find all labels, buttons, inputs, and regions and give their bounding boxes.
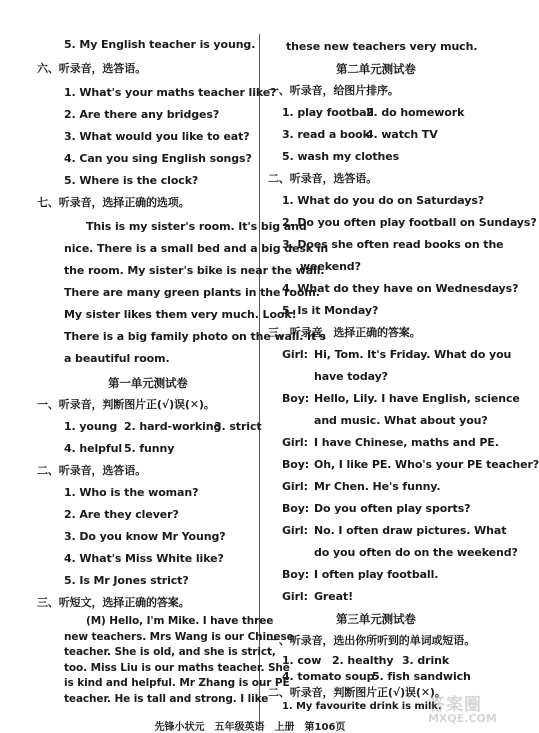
question-line: 5. Is it Monday? [282, 304, 379, 317]
answer-item: 1. cow [282, 654, 322, 667]
answer-item: 5. fish sandwich [372, 670, 471, 683]
question-line: 4. Can you sing English songs? [64, 152, 252, 165]
answer-item: 1. young [64, 420, 118, 433]
question-line: 2. Are they clever? [64, 508, 179, 521]
section-heading: 一、听录音，判断图片正(√)误(✕)。 [37, 398, 215, 411]
dialogue-speaker: Boy: [282, 458, 310, 471]
dialogue-speaker: Boy: [282, 502, 310, 515]
dialogue-line: I have Chinese, maths and PE. [314, 436, 499, 449]
answer-item: 2. healthy [332, 654, 394, 667]
section-heading: 二、听录音，判断图片正(√)误(✕)。 [268, 686, 446, 699]
dialogue-line: and music. What about you? [314, 414, 488, 427]
answer-item: 2. hard-working [124, 420, 222, 433]
passage-line: a beautiful room. [64, 352, 170, 365]
dialogue-speaker: Girl: [282, 348, 308, 361]
dialogue-speaker: Boy: [282, 392, 310, 405]
question-line: 5. Is Mr Jones strict? [64, 574, 189, 587]
answer-item: 4. watch TV [366, 128, 438, 141]
passage-line: This is my sister's room. It's big and [86, 220, 307, 233]
passage-line: is kind and helpful. Mr Zhang is our PE [64, 677, 290, 689]
answer-item: 1. play football [282, 106, 374, 119]
passage-line: There are many green plants in the room. [64, 286, 320, 299]
watermark-top: 答案圈 [428, 695, 482, 715]
passage-line: teacher. She is old, and she is strict, [64, 646, 276, 658]
dialogue-line: have today? [314, 370, 388, 383]
dialogue-line: Mr Chen. He's funny. [314, 480, 441, 493]
unit-title: 第一单元测试卷 [108, 376, 188, 390]
dialogue-speaker: Boy: [282, 568, 310, 581]
question-line: 2. Do you often play football on Sundays? [282, 216, 537, 229]
dialogue-line: No. I often draw pictures. What [314, 524, 507, 537]
dialogue-line: Oh, I like PE. Who's your PE teacher? [314, 458, 539, 471]
passage-line: (M) Hello, I'm Mike. I have three [86, 615, 274, 627]
dialogue-line: Great! [314, 590, 354, 603]
section-heading: 六、听录音，选答语。 [37, 62, 146, 75]
section-heading: 二、听录音，选答语。 [268, 172, 377, 185]
section-heading: 一、听录音，选出你所听到的单词或短语。 [268, 634, 476, 647]
question-line: weekend? [300, 260, 361, 273]
dialogue-speaker: Girl: [282, 480, 308, 493]
question-line: 3. What would you like to eat? [64, 130, 250, 143]
answer-item: 4. helpful [64, 442, 122, 455]
dialogue-line: Do you often play sports? [314, 502, 471, 515]
question-line: 5. Where is the clock? [64, 174, 199, 187]
passage-line: nice. There is a small bed and a big desk in [64, 242, 329, 255]
dialogue-speaker: Girl: [282, 436, 308, 449]
question-line: 3. Does she often read books on the [282, 238, 504, 251]
watermark-logo [428, 690, 496, 730]
passage-line: My sister likes them very much. Look! [64, 308, 297, 321]
passage-line: the room. My sister's bike is near the wall. [64, 264, 325, 277]
question-line: 3. Do you know Mr Young? [64, 530, 226, 543]
dialogue-line: I often play football. [314, 568, 439, 581]
question-line: 1. Who is the woman? [64, 486, 199, 499]
answer-item: 2. do homework [366, 106, 465, 119]
dialogue-speaker: Girl: [282, 524, 308, 537]
dialogue-speaker: Girl: [282, 590, 308, 603]
section-heading: 三、听短文，选择正确的答案。 [37, 596, 190, 609]
answer-item: 5. funny [124, 442, 175, 455]
dialogue-line: Hi, Tom. It's Friday. What do you [314, 348, 512, 361]
section-heading: 三、听录音，选择正确的答案。 [268, 326, 421, 339]
question-line: 4. What do they have on Wednesdays? [282, 282, 519, 295]
answer-item: 3. drink [402, 654, 450, 667]
watermark-bottom: MXQE.COM [428, 712, 497, 725]
answer-item: 4. tomato soup [282, 670, 375, 683]
question-line: 1. What do you do on Saturdays? [282, 194, 485, 207]
answer-item: 1. My favourite drink is milk. [282, 701, 442, 712]
question-line: 1. What's your maths teacher like? [64, 86, 277, 99]
dialogue-line: Hello, Lily. I have English, science [314, 392, 520, 405]
answer-line: 5. My English teacher is young. [64, 38, 256, 51]
passage-line: these new teachers very much. [286, 40, 478, 53]
passage-line: There is a big family photo on the wall. It's [64, 330, 326, 343]
answer-item: 3. strict [214, 420, 262, 433]
unit-title: 第二单元测试卷 [336, 62, 416, 76]
answer-item: 3. read a book [282, 128, 370, 141]
passage-line: new teachers. Mrs Wang is our Chinese [64, 630, 294, 643]
section-heading: 一、听录音，给图片排序。 [268, 84, 399, 97]
unit-title: 第三单元测试卷 [336, 612, 416, 626]
passage-line: too. Miss Liu is our maths teacher. She [64, 661, 290, 674]
section-heading: 二、听录音，选答语。 [37, 464, 146, 477]
passage-line: teacher. He is tall and strong. I like [64, 692, 269, 705]
question-line: 4. What's Miss White like? [64, 552, 224, 565]
section-heading: 七、听录音，选择正确的选项。 [37, 196, 190, 209]
answer-item: 5. wash my clothes [282, 150, 400, 163]
page-footer: 先锋小状元 五年级英语 上册 第106页 [154, 722, 346, 733]
dialogue-line: do you often do on the weekend? [314, 546, 518, 559]
question-line: 2. Are there any bridges? [64, 108, 220, 121]
